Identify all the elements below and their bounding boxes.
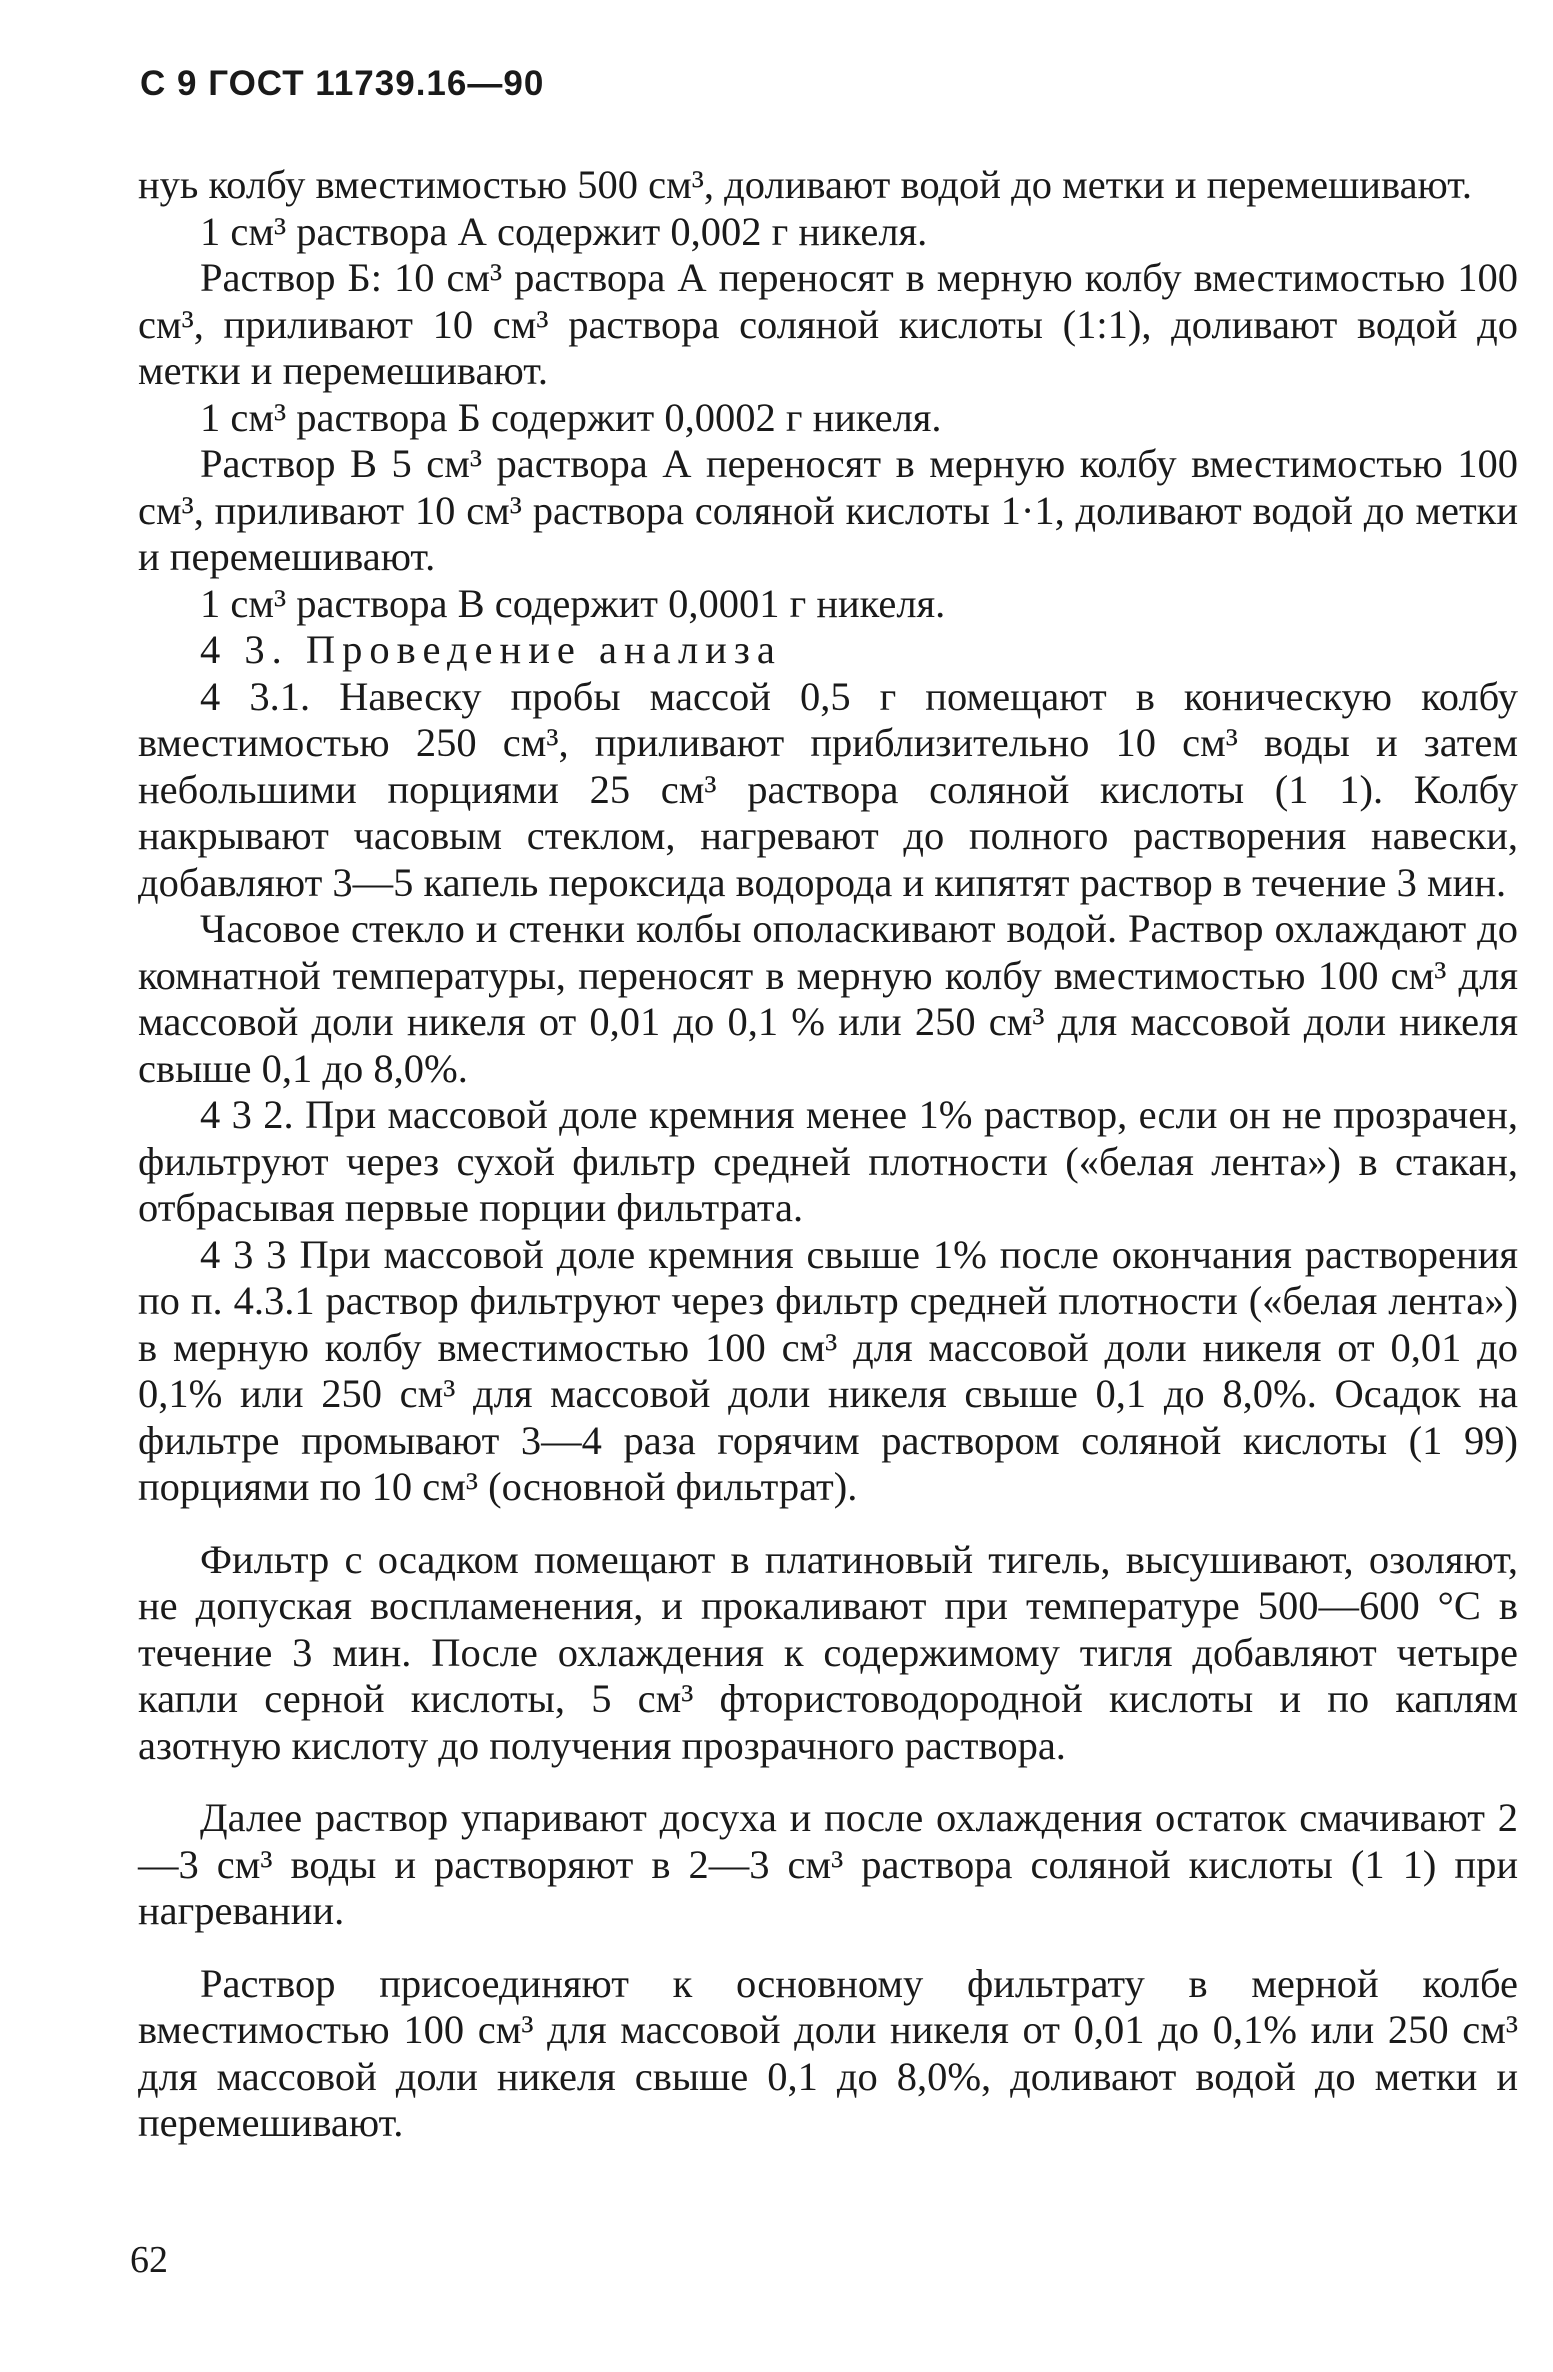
body-text (138, 162, 1518, 2147)
paragraph: Раствор В 5 см³ раствора А переносят в мерную колбу вместимостью 100 см³, приливают 10 см³ раствора соляной кислоты 1·1, доливают водой до метки и перемешивают. (138, 441, 1518, 579)
page-number: 62 (130, 2239, 168, 2281)
paragraph: 4 3 2. При массовой доле кремния менее 1% раствор, если он не прозрачен, фильтруют через сухой фильтр средней плотности («белая лента») в стакан, отбрасывая первые порции фильтрата. (138, 1092, 1518, 1230)
paragraph: 1 см³ раствора Б содержит 0,0002 г никеля. (200, 394, 942, 440)
paragraph: нуь колбу вместимостью 500 см³, доливают водой до метки и перемешивают. (138, 162, 1473, 207)
section-heading: 4 3. Проведение анализа (200, 627, 782, 672)
paragraph: Часовое стекло и стенки колбы ополаскивают водой. Раствор охлаждают до комнатной температуры, переносят в мерную колбу вместимостью 100 см³ для массовой доли никеля от 0,01 до 0,1 % или 250 см³ для массовой доли никеля свыше 0,1 до 8,0%. (138, 906, 1518, 1091)
running-head: С 9 ГОСТ 11739.16—90 (140, 64, 545, 103)
paragraph: Далее раствор упаривают досуха и после охлаждения остаток смачивают 2—3 см³ воды и растворяют в 2—3 см³ раствора соляной кислоты (1 1) при нагревании. (138, 1795, 1518, 1933)
paragraph: Фильтр с осадком помещают в платиновый тигель, высушивают, озоляют, не допуская воспламенения, и прокаливают при температуре 500—600 °С в течение 3 мин. После охлаждения к содержимому тигля добавляют четыре капли серной кислоты, 5 см³ фтористоводородной кислоты и по каплям азотную кислоту до получения прозрачного раствора. (138, 1536, 1518, 1768)
paragraph: Раствор присоединяют к основному фильтрату в мерной колбе вместимостью 100 см³ для массовой доли никеля от 0,01 до 0,1% или 250 см³ для массовой доли никеля свыше 0,1 до 8,0%, доливают водой до метки и перемешивают. (138, 1960, 1518, 2145)
paragraph: 4 3 3 При массовой доле кремния свыше 1% после окончания растворения по п. 4.3.1 раствор фильтруют через фильтр средней плотности («белая лента») в мерную колбу вместимостью 100 см³ для массовой доли никеля от 0,01 до 0,1% или 250 см³ для массовой доли никеля свыше 0,1 до 8,0%. Осадок на фильтре промывают 3—4 раза горячим раствором соляной кислоты (1 99) порциями по 10 см³ (основной фильтрат). (138, 1231, 1518, 1509)
paragraph: 1 см³ раствора В содержит 0,0001 г никеля. (200, 580, 946, 626)
paragraph: Раствор Б: 10 см³ раствора А переносят в мерную колбу вместимостью 100 см³, приливают 10 см³ раствора соляной кислоты (1:1), доливают водой до метки и перемешивают. (138, 255, 1518, 393)
paragraph: 1 см³ раствора А содержит 0,002 г никеля. (200, 208, 928, 254)
paragraph: 4 3.1. Навеску пробы массой 0,5 г помещают в коническую колбу вместимостью 250 см³, приливают приблизительно 10 см³ воды и затем небольшими порциями 25 см³ раствора соляной кислоты (1 1). Колбу накрывают часовым стеклом, нагревают до полного растворения навески, добавляют 3—5 капель пероксида водорода и кипятят раствор в течение 3 мин. (138, 673, 1518, 905)
